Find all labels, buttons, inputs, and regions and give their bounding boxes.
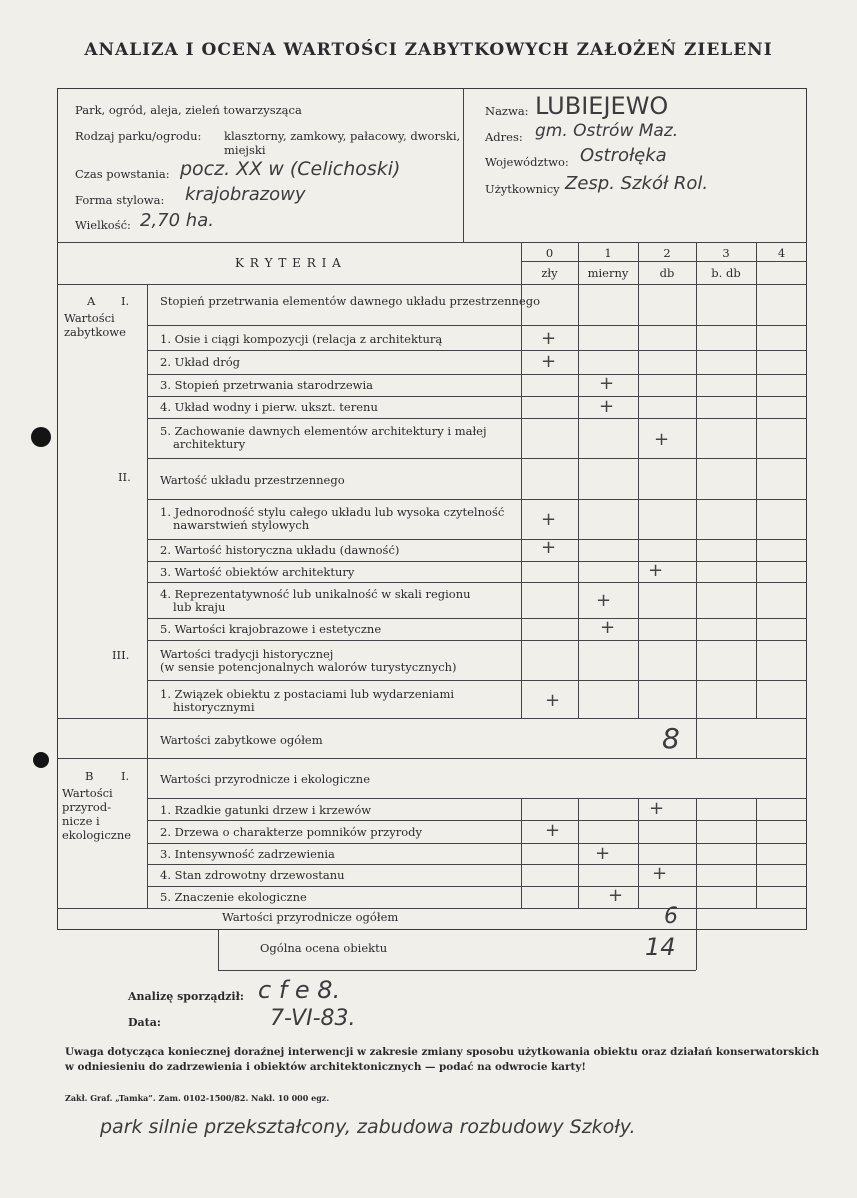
score-col-4-num: 4 — [777, 246, 786, 260]
line — [57, 908, 807, 909]
row-b1-3-label: 3. Intensywność zadrzewienia — [160, 847, 335, 861]
score-header-bottom-line — [57, 284, 807, 285]
row-a3-1-mark: + — [545, 690, 561, 711]
row-a2-2-mark: + — [541, 537, 557, 558]
row-a2-4-label: 4. Reprezentatywność lub unikalność w skali regionu — [160, 587, 471, 601]
col-line-1 — [578, 242, 579, 688]
group-a3-roman: III. — [112, 648, 130, 662]
line — [147, 640, 807, 641]
overall-label: Ogólna ocena obiektu — [260, 941, 388, 955]
line — [638, 680, 639, 718]
line — [147, 458, 807, 459]
line — [147, 798, 807, 799]
date-label: Data: — [128, 1016, 161, 1029]
score-header-mid-line — [521, 261, 807, 262]
name-label: Nazwa: — [485, 104, 529, 118]
line — [756, 680, 757, 718]
size-label: Wielkość: — [75, 218, 131, 232]
row-b1-1-label: 1. Rzadkie gatunki drzew i krzewów — [160, 803, 372, 817]
score-col-2-num: 2 — [663, 246, 671, 260]
group-a2-title: Wartość układu przestrzennego — [160, 473, 345, 487]
punch-hole-top — [31, 427, 51, 447]
line — [578, 680, 579, 718]
row-a1-1-label: 1. Osie i ciągi kompozycji (relacja z architekturą — [160, 332, 443, 346]
section-a-label-2: zabytkowe — [64, 325, 126, 339]
line — [147, 418, 807, 419]
created-value: pocz. XX w (Celichoski) — [180, 158, 401, 180]
row-b1-5-label: 5. Znaczenie ekologiczne — [160, 890, 307, 904]
section-b-label-2: przyrod- — [62, 800, 112, 814]
line — [57, 758, 807, 759]
line — [57, 718, 807, 719]
row-a2-1-label: 1. Jednorodność stylu całego układu lub wysoka czytelność — [160, 505, 505, 519]
section-a-letter: A — [87, 294, 96, 308]
voivodeship-value: Ostrołęka — [580, 145, 667, 166]
score-col-3-num: 3 — [722, 246, 730, 260]
score-col-0-label: zły — [541, 266, 558, 280]
line — [521, 680, 522, 718]
line — [147, 843, 807, 844]
group-a1-title: Stopień przetrwania elementów dawnego układu przestrzennego — [160, 294, 541, 308]
row-a1-2-label: 2. Układ dróg — [160, 355, 241, 369]
criteria-header: K R Y T E R I A — [235, 256, 342, 270]
printer-info: Zakł. Graf. „Tamka”. Zam. 0102-1500/82. Nakł. 10 000 egz. — [65, 1093, 330, 1103]
group-a3-title-2: (w sensie potencjonalnych walorów turystycznych) — [160, 660, 457, 674]
group-a3-title-1: Wartości tradycji historycznej — [160, 647, 334, 661]
overall-value: 14 — [645, 933, 676, 961]
row-b1-3-mark: + — [595, 843, 611, 864]
name-value: LUBIEJEWO — [535, 92, 669, 120]
line — [147, 561, 807, 562]
row-a2-1-mark: + — [541, 509, 557, 530]
park-type-label: Park, ogród, aleja, zieleń towarzysząca — [75, 103, 302, 117]
total-a-value: 8 — [662, 722, 680, 755]
date-value: 7-VI-83. — [270, 1006, 356, 1031]
header-bottom-line — [57, 242, 807, 243]
row-a1-4-mark: + — [599, 396, 615, 417]
row-a2-3-mark: + — [648, 560, 664, 581]
punch-hole-bottom — [33, 752, 49, 768]
size-value: 2,70 ha. — [140, 210, 214, 231]
address-label: Adres: — [485, 130, 523, 144]
users-value: Zesp. Szkół Rol. — [565, 173, 709, 194]
group-a1-roman: I. — [121, 294, 130, 308]
row-a3-1-label-2: historycznymi — [173, 700, 255, 714]
line — [147, 680, 807, 681]
line — [147, 325, 807, 326]
col-line-b4 — [756, 798, 757, 908]
col-line-0 — [521, 242, 522, 688]
row-a2-4-mark: + — [596, 590, 612, 611]
line — [147, 499, 807, 500]
line — [147, 886, 807, 887]
row-b1-2-label: 2. Drzewa o charakterze pomników przyrody — [160, 825, 422, 839]
col-line-b0 — [521, 798, 522, 908]
row-a1-1-mark: + — [541, 328, 557, 349]
col-line-3 — [696, 242, 697, 688]
style-value: krajobrazowy — [185, 184, 306, 205]
line — [147, 396, 807, 397]
col-line-b2 — [638, 798, 639, 908]
section-b-label-1: Wartości — [62, 786, 113, 800]
total-b-value: 6 — [664, 904, 678, 929]
row-b1-5-mark: + — [608, 885, 624, 906]
park-kind-options-2: miejski — [224, 143, 266, 157]
park-kind-label: Rodzaj parku/ogrodu: — [75, 129, 202, 143]
row-b1-1-mark: + — [649, 798, 665, 819]
line — [147, 820, 807, 821]
handwritten-note: park silnie przekształcony, zabudowa rozbudowy Szkoły. — [100, 1116, 636, 1138]
header-divider — [463, 88, 464, 242]
col-line-2 — [638, 242, 639, 688]
park-kind-options: klasztorny, zamkowy, pałacowy, dworski, — [224, 129, 461, 143]
line — [147, 864, 807, 865]
group-a2-roman: II. — [118, 470, 131, 484]
row-a1-5-label: 5. Zachowanie dawnych elementów architektury i małej — [160, 424, 487, 438]
row-b1-4-label: 4. Stan zdrowotny drzewostanu — [160, 868, 345, 882]
voivodeship-label: Województwo: — [485, 155, 569, 169]
overall-bottom-line — [218, 970, 696, 971]
score-col-1-label: mierny — [587, 266, 629, 280]
row-a3-1-label: 1. Związek obiektu z postaciami lub wydarzeniami — [160, 687, 455, 701]
notice-line-1: Uwaga dotycząca koniecznej doraźnej interwencji w zakresie zmiany sposobu użytkowania obiektu oraz działań konserwatorskich — [65, 1046, 820, 1058]
section-a-label-1: Wartości — [64, 311, 115, 325]
score-col-2-label: db — [659, 266, 675, 280]
row-a1-4-label: 4. Układ wodny i pierw. ukszt. terenu — [160, 400, 378, 414]
row-a2-4-label-2: lub kraju — [173, 600, 226, 614]
users-label: Użytkownicy — [485, 182, 560, 196]
row-b1-2-mark: + — [545, 820, 561, 841]
group-b1-roman: I. — [121, 769, 130, 783]
section-b-label-4: ekologiczne — [62, 828, 132, 842]
line — [696, 680, 697, 758]
row-a1-2-mark: + — [541, 351, 557, 372]
col-line-4 — [756, 242, 757, 688]
row-a2-1-label-2: nawarstwień stylowych — [173, 518, 310, 532]
group-b1-title: Wartości przyrodnicze i ekologiczne — [160, 772, 371, 786]
col-line-b1 — [578, 798, 579, 908]
style-label: Forma stylowa: — [75, 193, 165, 207]
line — [147, 582, 807, 583]
score-col-0-num: 0 — [545, 246, 554, 260]
line — [147, 539, 807, 540]
line — [147, 374, 807, 375]
row-a2-5-mark: + — [600, 617, 616, 638]
total-a-label: Wartości zabytkowe ogółem — [160, 733, 323, 747]
section-b-letter: B — [85, 769, 94, 783]
row-a2-3-label: 3. Wartość obiektów architektury — [160, 565, 355, 579]
row-a1-3-mark: + — [599, 373, 615, 394]
score-col-1-num: 1 — [604, 246, 612, 260]
overall-left-line — [218, 930, 219, 970]
row-a1-3-label: 3. Stopień przetrwania starodrzewia — [160, 378, 373, 392]
category-divider — [147, 284, 148, 908]
section-b-label-3: nicze i — [62, 814, 100, 828]
prepared-value: c f e 8. — [258, 976, 341, 1004]
overall-right-line — [696, 930, 697, 970]
total-b-label: Wartości przyrodnicze ogółem — [222, 910, 399, 924]
prepared-label: Analizę sporządził: — [128, 990, 244, 1003]
row-a1-5-label-2: architektury — [173, 437, 246, 451]
form-title: ANALIZA I OCENA WARTOŚCI ZABYTKOWYCH ZAŁOŻEŃ ZIELENI — [84, 40, 773, 60]
created-label: Czas powstania: — [75, 167, 170, 181]
notice-line-2: w odniesieniu do zadrzewienia i obiektów architektonicznych — podać na odwrocie karty! — [65, 1061, 586, 1073]
row-a2-5-label: 5. Wartości krajobrazowe i estetyczne — [160, 622, 382, 636]
row-a1-5-mark: + — [654, 429, 670, 450]
line — [147, 350, 807, 351]
row-b1-4-mark: + — [652, 863, 668, 884]
score-col-3-label: b. db — [711, 266, 741, 280]
line — [147, 618, 807, 619]
address-value: gm. Ostrów Maz. — [535, 121, 679, 141]
row-a2-2-label: 2. Wartość historyczna układu (dawność) — [160, 543, 400, 557]
